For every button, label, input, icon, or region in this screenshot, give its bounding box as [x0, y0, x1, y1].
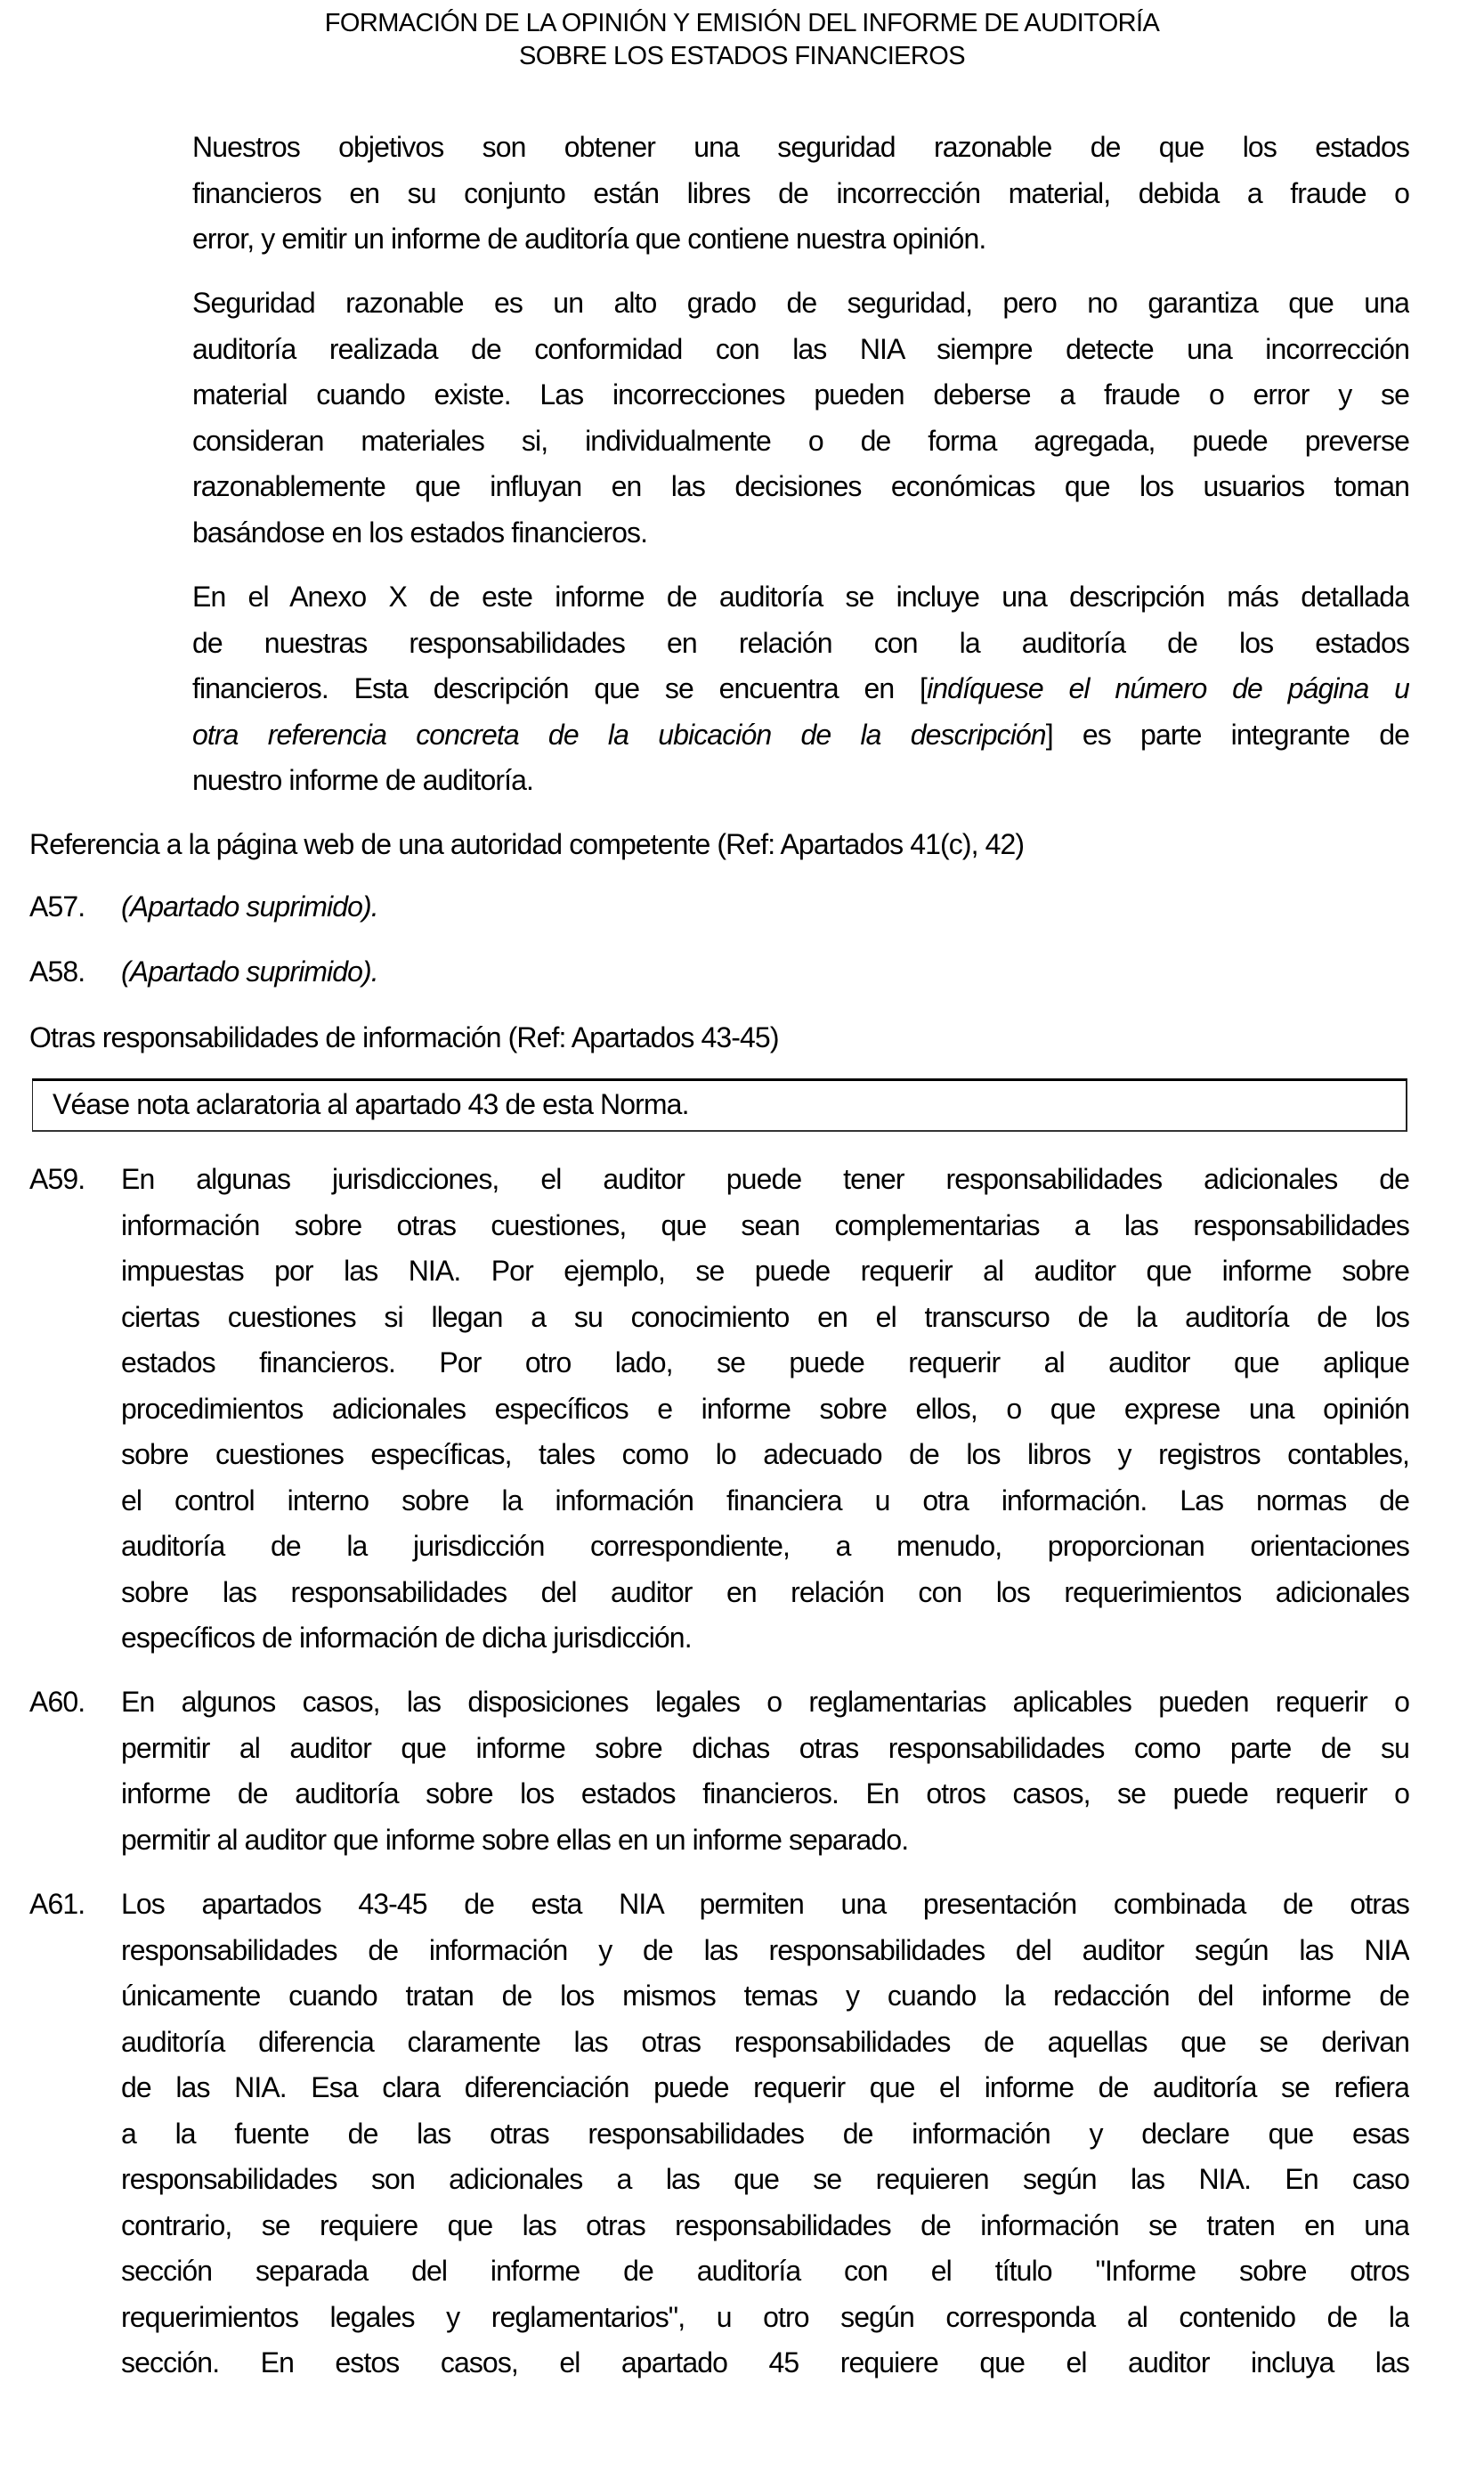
text-line: informe de auditoría sobre los estados financieros. En otros casos, se puede requerir o — [121, 1777, 1409, 1809]
paragraph-number-a60: A60. — [29, 1686, 85, 1718]
text-line: a la fuente de las otras responsabilidades de información y declare que esas — [121, 2117, 1409, 2150]
paragraph-a60 — [121, 1679, 1409, 1863]
section-heading-web-reference: Referencia a la página web de una autoridad competente (Ref: Apartados 41(c), 42) — [29, 828, 1025, 860]
text-line: información sobre otras cuestiones, que sean complementarias a las responsabilidades — [121, 1208, 1409, 1241]
section-heading-other-responsibilities: Otras responsabilidades de información (Ref: Apartados 43-45) — [29, 1021, 779, 1053]
running-header — [0, 7, 1484, 73]
text-line: ciertas cuestiones si llegan a su conocimiento en el transcurso de la auditoría de los — [121, 1300, 1409, 1333]
objectives-paragraph — [192, 125, 1409, 263]
paragraph-a59 — [121, 1157, 1409, 1662]
text-line: En el Anexo X de este informe de auditoría se incluye una descripción más detallada — [192, 581, 1409, 613]
text-line: sección separada del informe de auditoría con el título "Informe sobre otros — [121, 2255, 1409, 2287]
text-line: Los apartados 43-45 de esta NIA permiten una presentación combinada de otras — [121, 1888, 1409, 1920]
text-line: permitir al auditor que informe sobre dichas otras responsabilidades como parte de su — [121, 1731, 1409, 1764]
text-line: sobre cuestiones específicas, tales como lo adecuado de los libros y registros contables, — [121, 1438, 1409, 1470]
text-line: contrario, se requiere que las otras responsabilidades de información se traten en una — [121, 2208, 1409, 2241]
text-line: En algunas jurisdicciones, el auditor puede tener responsabilidades adicionales de — [121, 1163, 1409, 1195]
text-line: impuestas por las NIA. Por ejemplo, se puede requerir al auditor que informe sobre — [121, 1255, 1409, 1287]
text-line: Seguridad razonable es un alto grado de seguridad, pero no garantiza que una — [192, 287, 1409, 319]
text-run: ] es parte integrante de — [1045, 718, 1409, 751]
reasonable-assurance-paragraph — [192, 281, 1409, 556]
text-line: estados financieros. Por otro lado, se puede requerir al auditor que aplique — [121, 1346, 1409, 1378]
clarifying-note-box — [32, 1078, 1407, 1132]
text-line: financieros en su conjunto están libres de incorrección material, debida a fraude o — [192, 176, 1409, 209]
text-line: específicos de información de dicha jurisdicción. — [121, 1622, 692, 1654]
paragraph-number-a59: A59. — [29, 1163, 85, 1195]
text-line: el control interno sobre la información financiera u otra información. Las normas de — [121, 1484, 1409, 1517]
text-run: financieros. Esta descripción que se encuentra en [ — [192, 672, 928, 704]
text-line: de nuestras responsabilidades en relación con la auditoría de los estados — [192, 626, 1409, 659]
text-line: material cuando existe. Las incorrecciones pueden deberse a fraude o error y se — [192, 378, 1409, 411]
text-line: basándose en los estados financieros. — [192, 516, 648, 549]
text-line: requerimientos legales y reglamentarios", u otro según corresponda al contenido de la — [121, 2300, 1409, 2333]
text-line: sobre las responsabilidades del auditor en relación con los requerimientos adicionales — [121, 1575, 1409, 1608]
text-line: auditoría realizada de conformidad con las NIA siempre detecte una incorrección — [192, 332, 1409, 365]
header-line-1: FORMACIÓN DE LA OPINIÓN Y EMISIÓN DEL INFORME DE AUDITORÍA — [324, 9, 1160, 37]
paragraph-a61 — [121, 1882, 1409, 2387]
text-line: responsabilidades son adicionales a las que se requieren según las NIA. En caso — [121, 2163, 1409, 2195]
text-line: nuestro informe de auditoría. — [192, 764, 534, 796]
text-line: auditoría de la jurisdicción correspondiente, a menudo, proporcionan orientaciones — [121, 1530, 1409, 1562]
placeholder-instruction: otra referencia concreta de la ubicación de la descripción — [192, 718, 1046, 751]
paragraph-number-a61: A61. — [29, 1888, 85, 1920]
suppressed-paragraph-a57: (Apartado suprimido). — [121, 890, 378, 923]
text-line — [192, 712, 1409, 759]
text-line: error, y emitir un informe de auditoría que contiene nuestra opinión. — [192, 223, 986, 255]
text-line — [192, 666, 1409, 712]
paragraph-number-a57: A57. — [29, 890, 85, 923]
text-line: consideran materiales si, individualmente o de forma agregada, puede preverse — [192, 424, 1409, 457]
placeholder-instruction: indíquese el número de página u — [927, 672, 1409, 704]
suppressed-paragraph-a58: (Apartado suprimido). — [121, 955, 378, 988]
text-line: permitir al auditor que informe sobre ellas en un informe separado. — [121, 1823, 909, 1856]
text-line: responsabilidades de información y de las responsabilidades del auditor según las NIA — [121, 1933, 1409, 1966]
text-line: únicamente cuando tratan de los mismos temas y cuando la redacción del informe de — [121, 1980, 1409, 2012]
text-line: sección. En estos casos, el apartado 45 requiere que el auditor incluya las — [121, 2346, 1409, 2378]
text-line: Nuestros objetivos son obtener una seguridad razonable de que los estados — [192, 131, 1409, 163]
text-line: procedimientos adicionales específicos e informe sobre ellos, o que exprese una opinión — [121, 1392, 1409, 1425]
text-line: de las NIA. Esa clara diferenciación puede requerir que el informe de auditoría se refiera — [121, 2071, 1409, 2103]
header-line-2: SOBRE LOS ESTADOS FINANCIEROS — [519, 42, 965, 70]
text-line: auditoría diferencia claramente las otras responsabilidades de aquellas que se derivan — [121, 2025, 1409, 2058]
note-text: Véase nota aclaratoria al apartado 43 de esta Norma. — [53, 1088, 689, 1120]
text-line: razonablemente que influyan en las decisiones económicas que los usuarios toman — [192, 470, 1409, 502]
text-line: En algunos casos, las disposiciones legales o reglamentarias aplicables pueden requerir o — [121, 1686, 1409, 1718]
annex-paragraph — [192, 574, 1409, 804]
paragraph-number-a58: A58. — [29, 955, 85, 988]
